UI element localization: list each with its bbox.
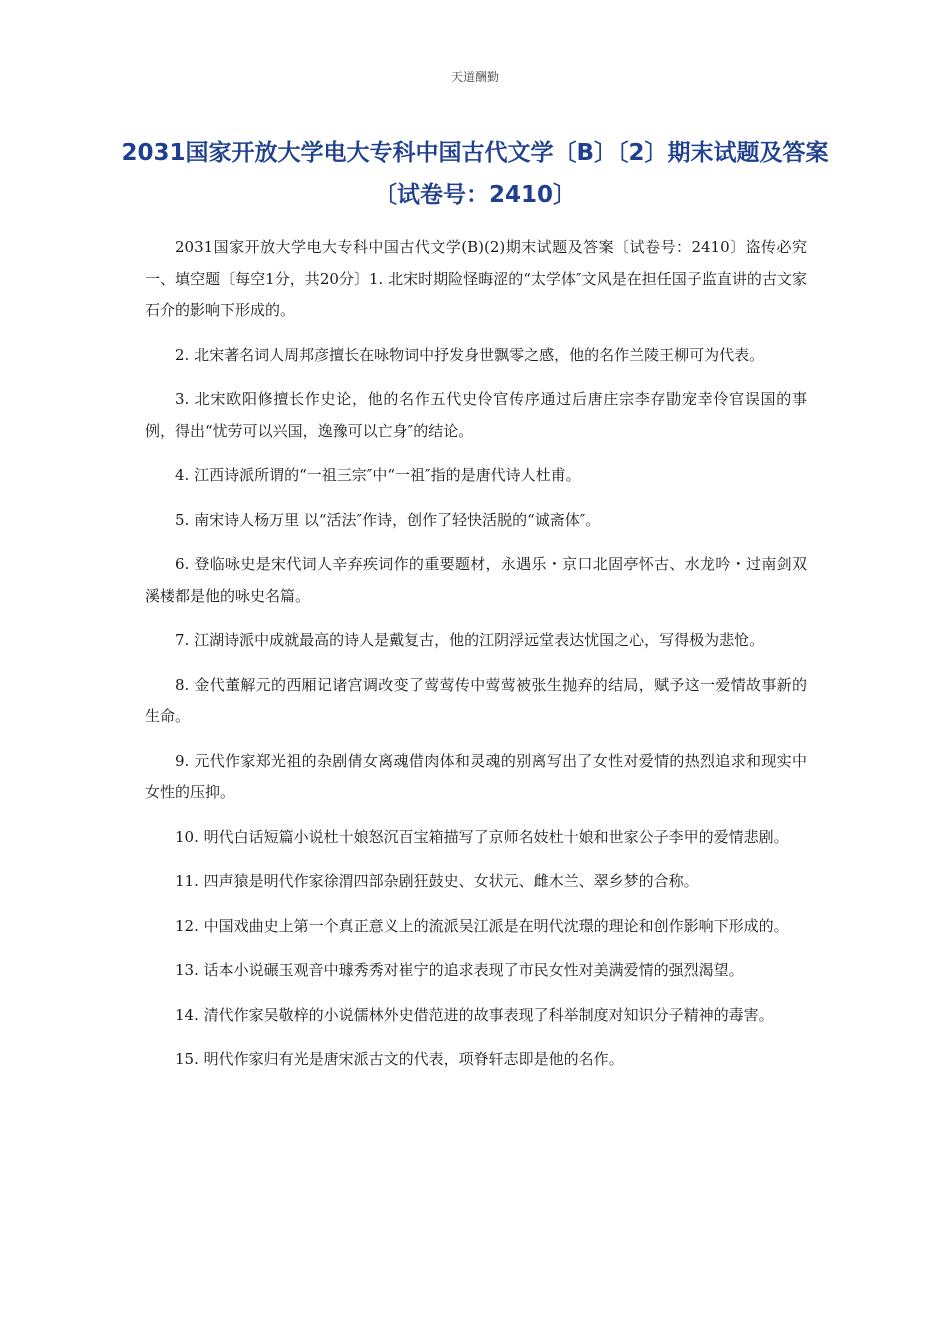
paragraph-item: 7. 江湖诗派中成就最高的诗人是戴复古，他的江阴浮远堂表达忧国之心，写得极为悲怆。 [175,631,765,649]
paragraph-item: 2. 北宋著名词人周邦彦擅长在咏物词中抒发身世飘零之感，他的名作兰陵王柳可为代表。 [175,345,765,364]
paragraph-item: 6. 登临咏史是宋代词人辛弃疾词作的重要题材，永遇乐・京口北固亭怀古、水龙吟・过南剑双溪楼都是他的咏史名篇。 [145,555,807,605]
paragraph-item: 8. 金代董解元的西厢记诸宫调改变了莺莺传中莺莺被张生抛弃的结局，赋予这一爱情故事新的生命。 [145,675,807,725]
paragraph-item: 12. 中国戏曲史上第一个真正意义上的流派吴江派是在明代沈璟的理论和创作影响下形成的。 [175,916,789,935]
paragraph-intro: 2031国家开放大学电大专科中国古代文学(B)(2)期末试题及答案〔试卷号：2410〕盗传必究 一、填空题〔每空1分，共20分〕1. 北宋时期险怪晦涩的“太学体″文风是在担任国子监直讲的古文家石介的影响下形成的。 [145,238,807,319]
paragraph-item: 15. 明代作家归有光是唐宋派古文的代表，项脊轩志即是他的名作。 [175,1050,624,1068]
paragraph-item: 9. 元代作家郑光祖的杂剧倩女离魂借肉体和灵魂的别离写出了女性对爱情的热烈追求和现实中女性的压抑。 [145,751,807,801]
paragraph-item: 5. 南宋诗人杨万里 以“活法″作诗，创作了轻快活脱的“诚斋体″。 [175,510,601,529]
paragraph-item: 13. 话本小说碾玉观音中璩秀秀对崔宁的追求表现了市民女性对美满爱情的强烈渴望。 [175,961,744,979]
document-body [145,232,807,1089]
header-mark: 天道酬勤 [450,70,499,84]
document-title: 2031国家开放大学电大专科中国古代文学〔B〕〔2〕期末试题及答案〔试卷号：2410〕 [121,140,829,208]
paragraph-item: 3. 北宋欧阳修擅长作史论，他的名作五代史伶官传序通过后唐庄宗李存勖宠幸伶官误国的事例，得出“忧劳可以兴国，逸豫可以亡身″的结论。 [145,390,807,440]
paragraph-item: 11. 四声猿是明代作家徐渭四部杂剧狂鼓史、女状元、雌木兰、翠乡梦的合称。 [175,872,699,890]
paragraph-item: 4. 江西诗派所谓的“一祖三宗″中“一祖″指的是唐代诗人杜甫。 [175,466,581,484]
paragraph-item: 10. 明代白话短篇小说杜十娘怒沉百宝箱描写了京师名妓杜十娘和世家公子李甲的爱情悲剧。 [175,827,789,846]
paragraph-item: 14. 清代作家吴敬梓的小说儒林外史借范进的故事表现了科举制度对知识分子精神的毒害。 [175,1005,774,1024]
